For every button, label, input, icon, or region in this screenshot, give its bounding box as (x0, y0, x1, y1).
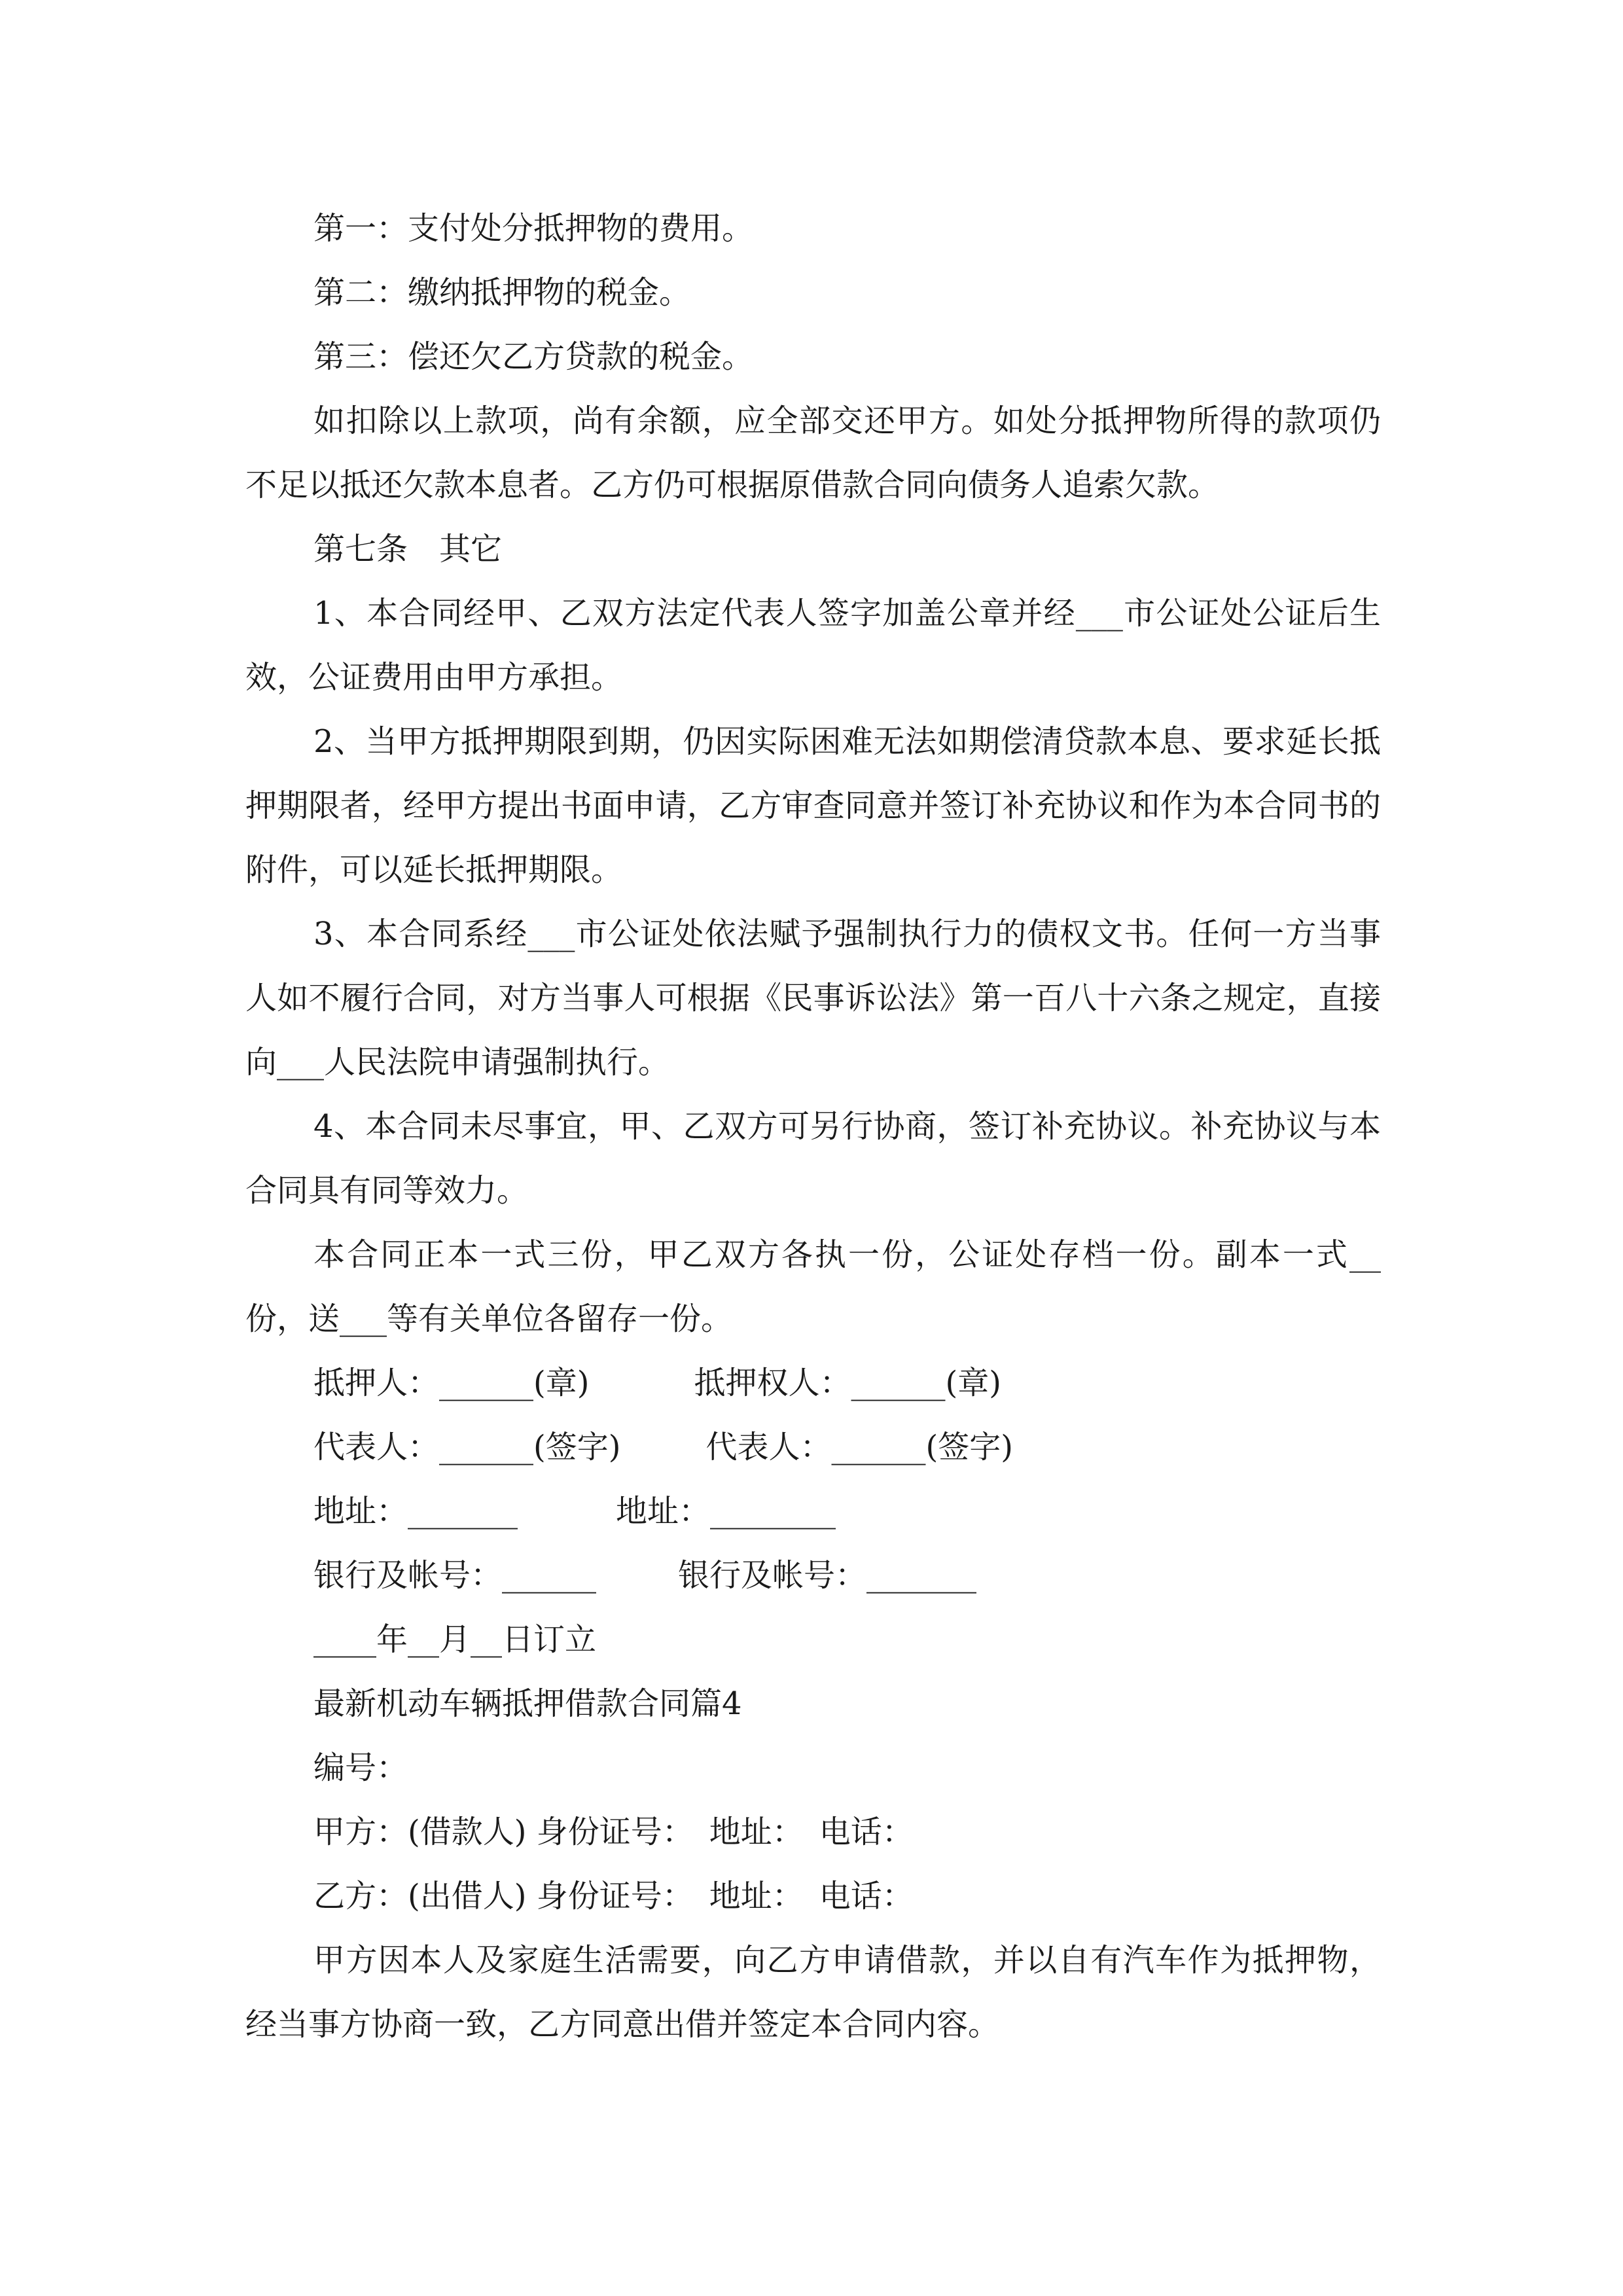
next-contract-title: 最新机动车辆抵押借款合同篇4 (313, 1685, 742, 1722)
contract-number: 编号： (313, 1749, 408, 1786)
mortgagor-field: 抵押人：______(章) (313, 1365, 590, 1401)
representative-a-field: 代表人：______(签字) (313, 1429, 621, 1465)
article-seven-item-3: 3、本合同系经___市公证处依法赋予强制执行力的债权文书。任何一方当事人如不履行合同，对方当事人可根据《民事诉讼法》第一百八十六条之规定，直接向___人民法院申请强制执行。 (245, 916, 1381, 1081)
article-seven-item-1: 1、本合同经甲、乙双方法定代表人签字加盖公章并经___市公证处公证后生效，公证费用由甲方承担。 (245, 595, 1381, 696)
signing-date: ____年__月__日订立 (313, 1621, 597, 1658)
remainder-paragraph: 如扣除以上款项，尚有余额，应全部交还甲方。如处分抵押物所得的款项仍不足以抵还欠款本息者。乙方仍可根据原借款合同向债务人追索欠款。 (245, 403, 1381, 503)
article-seven-item-2: 2、当甲方抵押期限到期，仍因实际困难无法如期偿清贷款本息、要求延长抵押期限者，经甲方提出书面申请，乙方审查同意并签订补充协议和作为本合同书的附件，可以延长抵押期限。 (245, 723, 1381, 888)
signature-row-mortgagor (245, 1351, 1381, 1415)
article-seven-item-4: 4、本合同未尽事宜，甲、乙双方可另行协商，签订补充协议。补充协议与本合同具有同等效力。 (245, 1108, 1381, 1209)
clause-item-2: 第二：缴纳抵押物的税金。 (313, 274, 691, 311)
party-b-info: 乙方：(出借人) 身份证号： 地址： 电话： (313, 1878, 914, 1914)
contract-intro: 甲方因本人及家庭生活需要，向乙方申请借款，并以自有汽车作为抵押物，经当事方协商一致，乙方同意出借并签定本合同内容。 (245, 1942, 1381, 2043)
clause-item-3: 第三：偿还欠乙方贷款的税金。 (313, 338, 754, 375)
copies-paragraph: 本合同正本一式三份，甲乙双方各执一份，公证处存档一份。副本一式__份，送___等有关单位各留存一份。 (245, 1236, 1381, 1337)
party-a-info: 甲方：(借款人) 身份证号： 地址： 电话： (313, 1814, 914, 1850)
document-body (245, 196, 1381, 2056)
address-a-field: 地址：_______ (313, 1493, 518, 1530)
article-seven-heading: 第七条 其它 (313, 531, 503, 567)
clause-item-1: 第一：支付处分抵押物的费用。 (313, 210, 754, 247)
signature-row-bank (245, 1543, 1381, 1607)
address-b-field: 地址：________ (616, 1493, 836, 1530)
signature-row-representative (245, 1415, 1381, 1479)
signature-row-address (245, 1479, 1381, 1543)
mortgagee-field: 抵押权人：______(章) (694, 1365, 1001, 1401)
representative-b-field: 代表人：______(签字) (705, 1429, 1013, 1465)
bank-b-field: 银行及帐号：_______ (678, 1557, 977, 1594)
bank-a-field: 银行及帐号：______ (313, 1557, 597, 1594)
